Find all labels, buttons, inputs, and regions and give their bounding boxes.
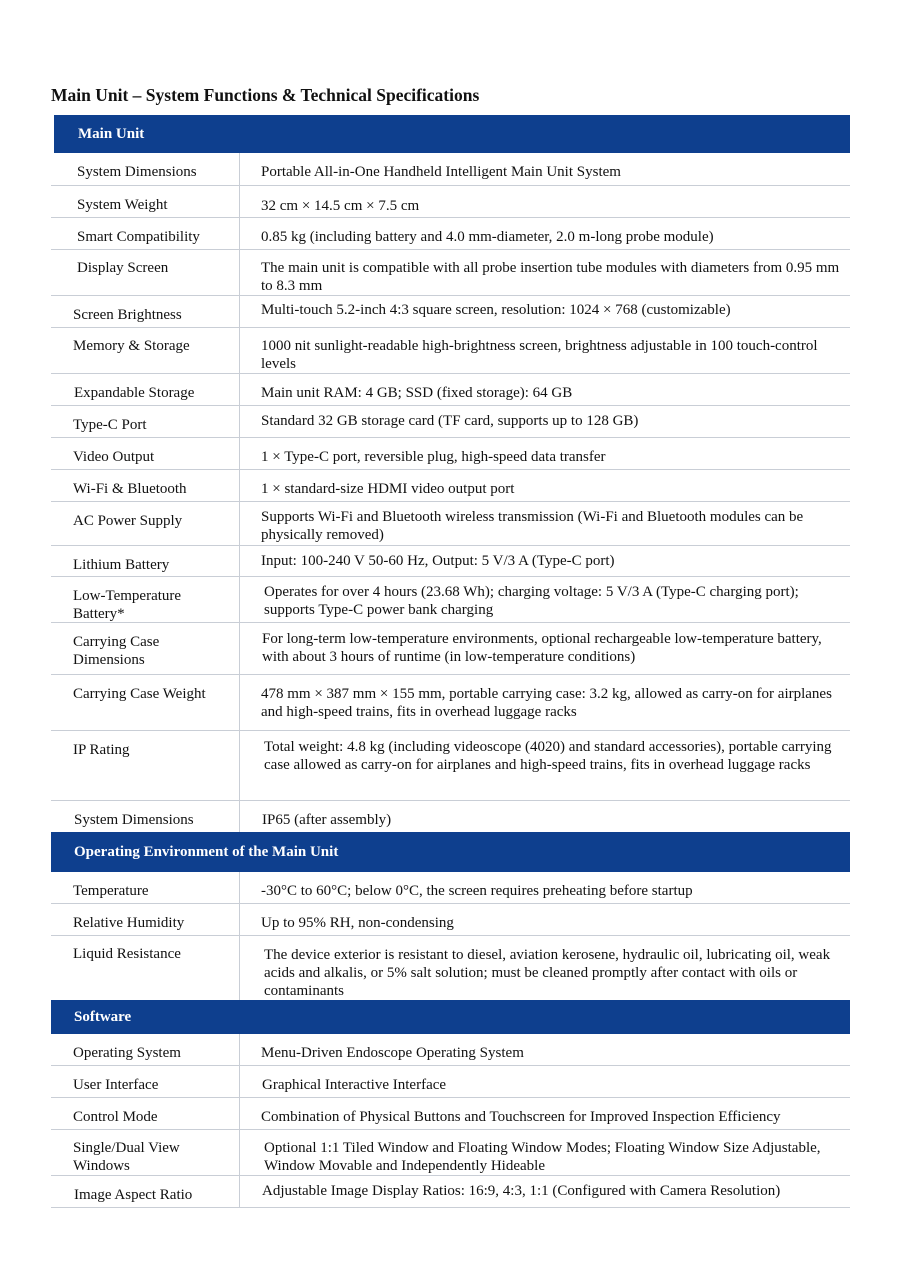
spec-row: [51, 374, 850, 406]
spec-row: [51, 296, 850, 328]
spec-label: User Interface: [73, 1077, 159, 1093]
spec-value: -30°C to 60°C; below 0°C, the screen requires preheating before startup: [261, 883, 693, 899]
spec-row: [51, 577, 850, 623]
spec-label: Smart Compatibility: [77, 229, 200, 245]
spec-label: Expandable Storage: [74, 385, 195, 401]
spec-label: Lithium Battery: [73, 557, 170, 573]
spec-value: Supports Wi-Fi and Bluetooth wireless transmission (Wi-Fi and Bluetooth modules can be physically removed): [261, 509, 804, 543]
spec-row: [51, 936, 850, 1000]
spec-value: Multi-touch 5.2-inch 4:3 square screen, resolution: 1024 × 768 (customizable): [261, 302, 731, 318]
spec-label: Image Aspect Ratio: [74, 1187, 193, 1203]
spec-row: [51, 406, 850, 438]
spec-label: System Weight: [77, 197, 168, 213]
spec-value: Adjustable Image Display Ratios: 16:9, 4:3, 1:1 (Configured with Camera Resolution): [262, 1183, 781, 1199]
spec-value: Portable All-in-One Handheld Intelligent Main Unit System: [261, 164, 621, 180]
spec-row: [51, 1176, 850, 1208]
section-header-operating-environment: Operating Environment of the Main Unit: [51, 832, 850, 872]
spec-row: [51, 623, 850, 675]
spec-row: [51, 801, 850, 832]
section-header-main-unit: Main Unit: [54, 115, 850, 153]
spec-value: The main unit is compatible with all probe insertion tube modules with diameters from 0.95 mm to 8.3 mm: [261, 260, 840, 294]
spec-label: Liquid Resistance: [73, 946, 181, 962]
spec-value: Menu-Driven Endoscope Operating System: [261, 1045, 524, 1061]
spec-row: [51, 731, 850, 801]
spec-label: Carrying Case Dimensions: [73, 634, 160, 668]
spec-label: Control Mode: [73, 1109, 158, 1125]
spec-label: System Dimensions: [74, 812, 194, 828]
spec-value: 32 cm × 14.5 cm × 7.5 cm: [261, 198, 420, 214]
spec-label: IP Rating: [73, 742, 130, 758]
spec-row: [51, 675, 850, 731]
spec-label: Single/Dual View Windows: [73, 1140, 180, 1174]
spec-value: IP65 (after assembly): [262, 812, 392, 828]
spec-label: Video Output: [73, 449, 155, 465]
spec-value: 478 mm × 387 mm × 155 mm, portable carrying case: 3.2 kg, allowed as carry-on for airplanes and high-speed trains, fits in overhead luggage racks: [261, 686, 832, 720]
spec-label: Screen Brightness: [73, 307, 182, 323]
spec-value: Graphical Interactive Interface: [262, 1077, 447, 1093]
section-header-software: Software: [51, 1000, 850, 1034]
spec-row: [51, 328, 850, 374]
spec-row: [51, 186, 850, 218]
spec-row: [51, 872, 850, 904]
spec-value: Input: 100-240 V 50-60 Hz, Output: 5 V/3 A (Type-C port): [261, 553, 615, 569]
spec-value: 0.85 kg (including battery and 4.0 mm-diameter, 2.0 m-long probe module): [261, 229, 714, 245]
spec-label: Memory & Storage: [73, 338, 190, 354]
spec-row: [51, 904, 850, 936]
spec-label: System Dimensions: [77, 164, 197, 180]
spec-row: [51, 250, 850, 296]
spec-row: [51, 218, 850, 250]
spec-label: Operating System: [73, 1045, 181, 1061]
spec-label: Low-Temperature Battery*: [73, 588, 182, 622]
spec-row: [51, 1066, 850, 1098]
spec-label: Relative Humidity: [73, 915, 185, 931]
spec-value: Standard 32 GB storage card (TF card, supports up to 128 GB): [261, 413, 639, 429]
spec-row: [51, 502, 850, 546]
spec-label: Carrying Case Weight: [73, 686, 206, 702]
spec-value: Operates for over 4 hours (23.68 Wh); charging voltage: 5 V/3 A (Type-C charging port); supports Type-C power bank charging: [264, 584, 799, 618]
spec-value: 1 × Type-C port, reversible plug, high-speed data transfer: [261, 449, 606, 465]
spec-value: For long-term low-temperature environments, optional rechargeable low-temperature battery, with about 3 hours of runtime (in low-temperature conditions): [262, 631, 822, 665]
spec-row: [51, 153, 850, 186]
spec-value: Total weight: 4.8 kg (including videoscope (4020) and standard accessories), portable carrying case allowed as carry-on for airplanes and high-speed trains, fits in overhead luggage racks: [264, 739, 832, 773]
spec-value: 1000 nit sunlight-readable high-brightness screen, brightness adjustable in 100 touch-control levels: [261, 338, 818, 372]
spec-value: Optional 1:1 Tiled Window and Floating Window Modes; Floating Window Size Adjustable, Window Movable and Independently Hideable: [264, 1140, 821, 1174]
spec-value: The device exterior is resistant to diesel, aviation kerosene, hydraulic oil, lubricating oil, weak acids and alkalis, or 5% salt solution; must be cleaned promptly after contact with oils or contaminants: [264, 947, 831, 999]
spec-row: [51, 1034, 850, 1066]
spec-label: Temperature: [73, 883, 149, 899]
spec-value: Up to 95% RH, non-condensing: [261, 915, 454, 931]
spec-row: [51, 546, 850, 577]
spec-value: Combination of Physical Buttons and Touchscreen for Improved Inspection Efficiency: [261, 1109, 781, 1125]
spec-value: 1 × standard-size HDMI video output port: [261, 481, 515, 497]
spec-label: Type-C Port: [73, 417, 147, 433]
spec-row: [51, 438, 850, 470]
spec-value: Main unit RAM: 4 GB; SSD (fixed storage): 64 GB: [261, 385, 573, 401]
spec-label: Display Screen: [77, 260, 169, 276]
page-title: Main Unit – System Functions & Technical Specifications: [51, 85, 480, 105]
spec-label: AC Power Supply: [73, 513, 183, 529]
spec-row: [51, 1130, 850, 1176]
spec-label: Wi-Fi & Bluetooth: [73, 481, 187, 497]
spec-row: [51, 470, 850, 502]
spec-row: [51, 1098, 850, 1130]
